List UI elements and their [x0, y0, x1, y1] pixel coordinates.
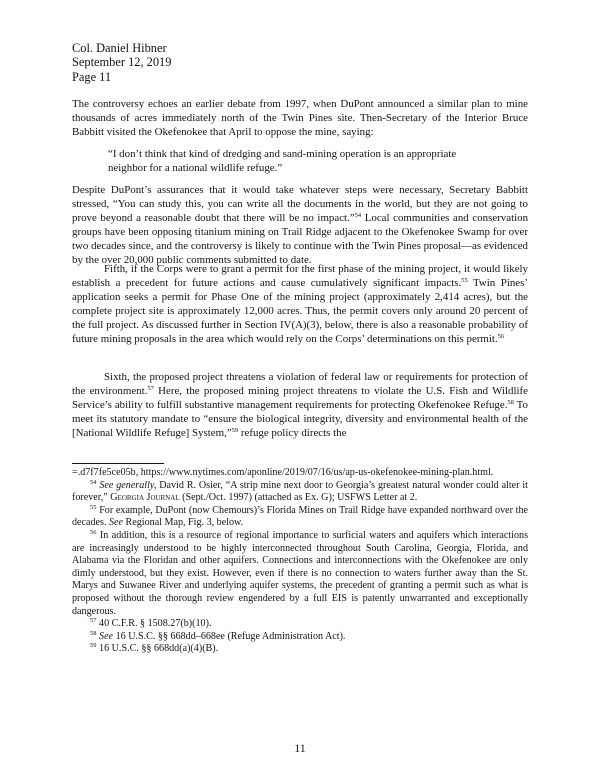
- footnote-56: [72, 530, 528, 618]
- footnote-59-text: 16 U.S.C. §§ 668dd(a)(4)(B).: [96, 643, 219, 655]
- footnote-57-number: 57: [90, 617, 97, 625]
- paragraph-1-text: The controversy echoes an earlier debate from 1997, when DuPont announced a similar plan to mine thousands of acres immediately north of the Twin Pines site. Then-Secretary of the Interior Bruce Babbitt visited the Okefenokee that April to oppose the mine, saying:: [72, 98, 528, 139]
- footnote-54-signal: See generally,: [99, 479, 157, 491]
- paragraph-4-part-d: refuge policy directs the: [238, 427, 347, 440]
- paragraph-3-text: [72, 262, 528, 347]
- footnote-separator: [72, 463, 164, 464]
- paragraph-2: [72, 183, 528, 268]
- footnote-57-text: 40 C.F.R. § 1508.27(b)(10).: [96, 618, 212, 630]
- footnote-58-see: See: [99, 630, 114, 642]
- footnote-58: [72, 631, 528, 644]
- footnote-54-text-b: (Sept./Oct. 1997) (attached as Ex. G); USFWS Letter at 2.: [179, 492, 418, 504]
- page-number: 11: [294, 741, 306, 755]
- footnote-54-text-a: David R. Osier, “A strip mine next door to Georgia’s greatest natural wonder could alter it forever,”: [72, 479, 528, 504]
- footnote-55: [72, 505, 528, 530]
- letter-header: [72, 41, 171, 84]
- paragraph-2-part-a: Despite DuPont’s assurances that it would take whatever steps were necessary, Secretary Babbitt stressed, “You can study this, you can write all the documents in the world, but they are not going to prove beyond a reasonable doubt that there will be no impact.”: [72, 184, 528, 225]
- footnote-56-number: 56: [90, 528, 97, 536]
- recipient-name: Col. Daniel Hibner: [72, 41, 167, 55]
- footnote-ref-58: 58: [507, 399, 514, 407]
- footnote-56-text: In addition, this is a resource of regional importance to surficial waters and aquifers which interactions are increasingly understood to be highly interconnected throughout South Carolina, Georgia, Florida, and Alabama via the Floridan and other aquifers. Connections and interconnections with the Okefenokee are only dimly understood, but they exist. However, even if there is no connection to waters further away than the St. Marys and Suwanee River and underlying aquifer systems, the precedent of granting a permit such as what is proposed without the thorough review engendered by a full EIS is patently unwarranted and exceptionally dangerous.: [72, 529, 528, 617]
- footnote-58-text: 16 U.S.C. §§ 668dd–668ee (Refuge Administration Act).: [113, 630, 346, 642]
- footnote-55-text-b: Regional Map, Fig. 3, below.: [123, 517, 244, 529]
- footnote-continuation: =.d7f7fe5ce05b, https://www.nytimes.com/aponline/2019/07/16/us/ap-us-okefenokee-mining-plan.html.: [72, 467, 494, 478]
- paragraph-3-part-a: Fifth, if the Corps were to grant a permit for the first phase of the mining project, it would likely establish a precedent for future actions and cause cumulatively significant impacts.: [72, 263, 528, 290]
- footnote-55-see: See: [109, 517, 124, 529]
- footnotes: [72, 467, 528, 656]
- paragraph-4-part-c: To meet its statutory mandate to “ensure the biological integrity, diversity and environmental health of the [National Wildlife Refuge] System,”: [72, 399, 528, 440]
- footnote-ref-56: 56: [497, 333, 505, 341]
- paragraph-3-part-b: Twin Pines’ application seeks a permit for Phase One of the mining project (approximately 2,414 acres), but the complete project site is approximately 12,000 acres. Thus, the permit covers only around 20 percent of the full project. As discussed further in Section IV(A)(3), below, there is also a reasonable probability of future mining proposals in the area which would rely on the Corps’ determinations on this permit.: [72, 277, 528, 346]
- paragraph-4-part-b: Here, the proposed mining project threatens to violate the U.S. Fish and Wildlife Service’s ability to fulfill substantive management requirements for protecting Okefenokee Refuge.: [72, 385, 528, 412]
- paragraph-2-text: [72, 183, 528, 268]
- footnote-ref-54: 54: [354, 212, 362, 220]
- footnote-54-journal: Georgia Journal: [110, 492, 180, 504]
- paragraph-1: [72, 97, 528, 139]
- paragraph-4-part-a: Sixth, the proposed project threatens a violation of federal law or requirements for protection of the environment.: [72, 371, 528, 398]
- paragraph-3: [72, 262, 528, 347]
- footnote-55-number: 55: [90, 503, 97, 511]
- paragraph-4-text: [72, 370, 528, 440]
- paragraph-2-part-b: Local communities and conservation groups have been opposing titanium mining on Trail Ridge adjacent to the Okefenokee Swamp for over two decades since, and the controversy is likely to continue with the Twin Pines proposal—as evidenced by the over 20,000 public comments submitted to date.: [72, 212, 529, 267]
- footnote-ref-59: 59: [231, 427, 239, 435]
- block-quote: [108, 147, 488, 175]
- header-page-label: Page 11: [72, 69, 112, 84]
- footnote-59-number: 59: [90, 642, 97, 650]
- letter-date: September 12, 2019: [72, 55, 172, 70]
- footnote-54: [72, 480, 528, 505]
- footnote-58-number: 58: [90, 629, 97, 637]
- paragraph-4: [72, 370, 528, 440]
- footnote-59: [72, 643, 528, 656]
- footnote-54-number: 54: [90, 478, 97, 486]
- block-quote-text: “I don’t think that kind of dredging and sand-mining operation is an appropriate neighbor for a national wildlife refuge.”: [108, 148, 457, 175]
- footnote-ref-57: 57: [147, 385, 154, 393]
- footnote-55-text-a: For example, DuPont (now Chemours)’s Florida Mines on Trail Ridge have expanded northward over the decades.: [72, 504, 528, 529]
- footnote-57: [72, 618, 528, 631]
- footnote-ref-55: 55: [461, 277, 468, 285]
